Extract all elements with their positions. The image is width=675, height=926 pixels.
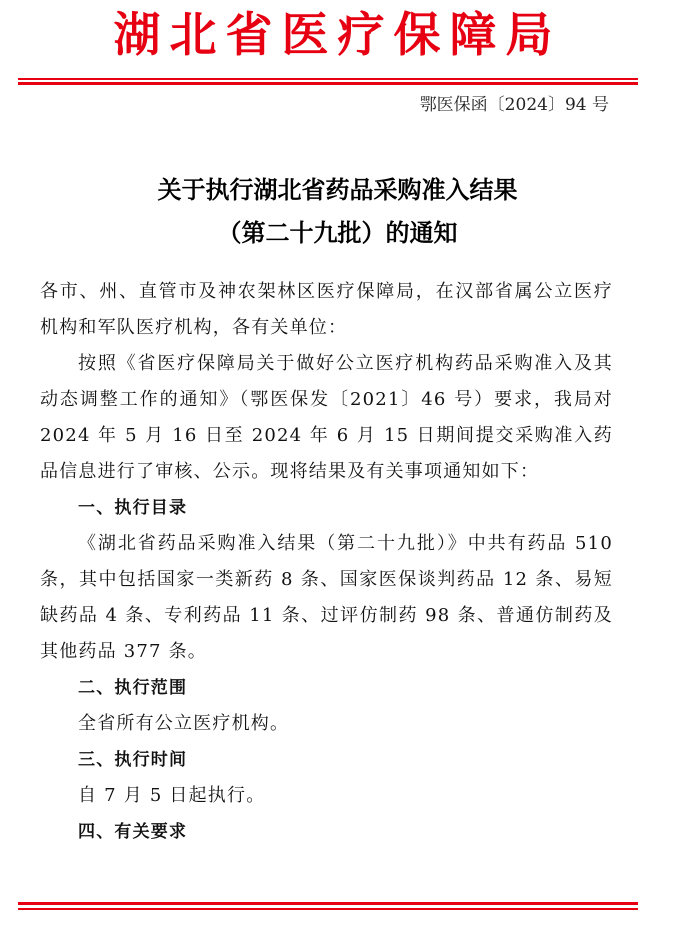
document-body <box>40 274 613 850</box>
section-heading-scope: 二、执行范围 <box>78 678 188 698</box>
document-number: 鄂医保函〔2024〕94 号 <box>419 95 609 115</box>
section-text-catalog: 《湖北省药品采购准入结果（第二十九批）》中共有药品 510 条，其中包括国家一类新药 8 条、国家医保谈判药品 12 条、易短缺药品 4 条、专利药品 11 条、过评仿制药 98 条、普通仿制药及其他药品 377 条。 <box>40 533 613 662</box>
notice-title-line-2: （第二十九批）的通知 <box>217 218 458 247</box>
section-heading-catalog: 一、执行目录 <box>78 498 188 518</box>
section-heading-requirements: 四、有关要求 <box>78 822 188 842</box>
salutation: 各市、州、直管市及神农架林区医疗保障局，在汉部省属公立医疗机构和军队医疗机构，各有关单位： <box>40 281 613 338</box>
intro-paragraph: 按照《省医疗保障局关于做好公立医疗机构药品采购准入及其动态调整工作的通知》（鄂医保发〔2021〕46 号）要求，我局对 2024 年 5 月 16 日至 2024 年 6 月 15 日期间提交采购准入药品信息进行了审核、公示。现将结果及有关事项通知如下： <box>40 353 613 482</box>
section-text-time: 自 7 月 5 日起执行。 <box>78 785 266 806</box>
notice-title-line-1: 关于执行湖北省药品采购准入结果 <box>157 175 518 204</box>
footer-divider-thin <box>18 908 638 910</box>
section-text-scope: 全省所有公立医疗机构。 <box>78 713 290 734</box>
masthead-title: 湖北省医疗保障局 <box>113 8 562 63</box>
header-divider-thick <box>18 82 638 85</box>
footer-divider-thick <box>18 902 638 905</box>
header-divider-thin <box>18 78 638 80</box>
section-heading-time: 三、执行时间 <box>78 750 188 770</box>
